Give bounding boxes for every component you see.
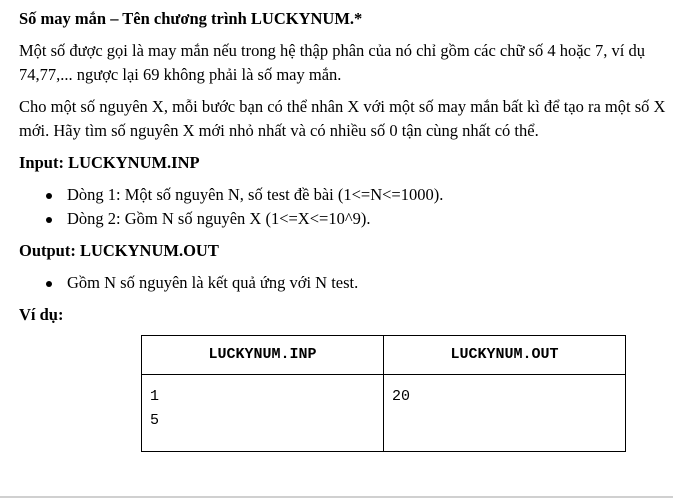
input-item-text: Dòng 2: Gồm N số nguyên X (1<=X<=10^9). (67, 209, 371, 228)
output-item-text: Gồm N số nguyên là kết quả ứng với N test. (67, 273, 359, 292)
table-header-input: LUCKYNUM.INP (142, 336, 384, 375)
output-list (19, 271, 667, 295)
problem-paragraph-2: Cho một số nguyên X, mỗi bước bạn có thể nhân X với một số may mắn bất kì để tạo ra một số X mới. Hãy tìm số nguyên X mới nhỏ nhất và có nhiều số 0 tận cùng nhất có thể. (19, 97, 666, 140)
output-item (19, 271, 667, 295)
example-heading: Ví dụ: (19, 305, 64, 324)
example-input-line: 1 (150, 388, 160, 405)
example-output-line: 20 (392, 388, 411, 405)
table-row (142, 375, 626, 452)
example-input-cell (142, 375, 384, 452)
input-heading: Input: LUCKYNUM.INP (19, 153, 200, 172)
bullet-icon (46, 193, 52, 199)
input-item (19, 207, 667, 231)
input-list (19, 183, 667, 231)
example-table (141, 335, 626, 452)
example-input-line: 5 (150, 412, 160, 429)
problem-title: Số may mắn – Tên chương trình LUCKYNUM.* (19, 9, 363, 28)
problem-statement (19, 7, 667, 452)
output-heading: Output: LUCKYNUM.OUT (19, 241, 219, 260)
input-item (19, 183, 667, 207)
problem-paragraph-1: Một số được gọi là may mắn nếu trong hệ thập phân của nó chỉ gồm các chữ số 4 hoặc 7, ví dụ 74,77,... ngược lại 69 không phải là số may mắn. (19, 41, 645, 84)
example-output-cell (384, 375, 626, 452)
table-header-output: LUCKYNUM.OUT (384, 336, 626, 375)
table-header-row (142, 336, 626, 375)
input-item-text: Dòng 1: Một số nguyên N, số test đề bài (1<=N<=1000). (67, 185, 444, 204)
bullet-icon (46, 281, 52, 287)
bullet-icon (46, 217, 52, 223)
